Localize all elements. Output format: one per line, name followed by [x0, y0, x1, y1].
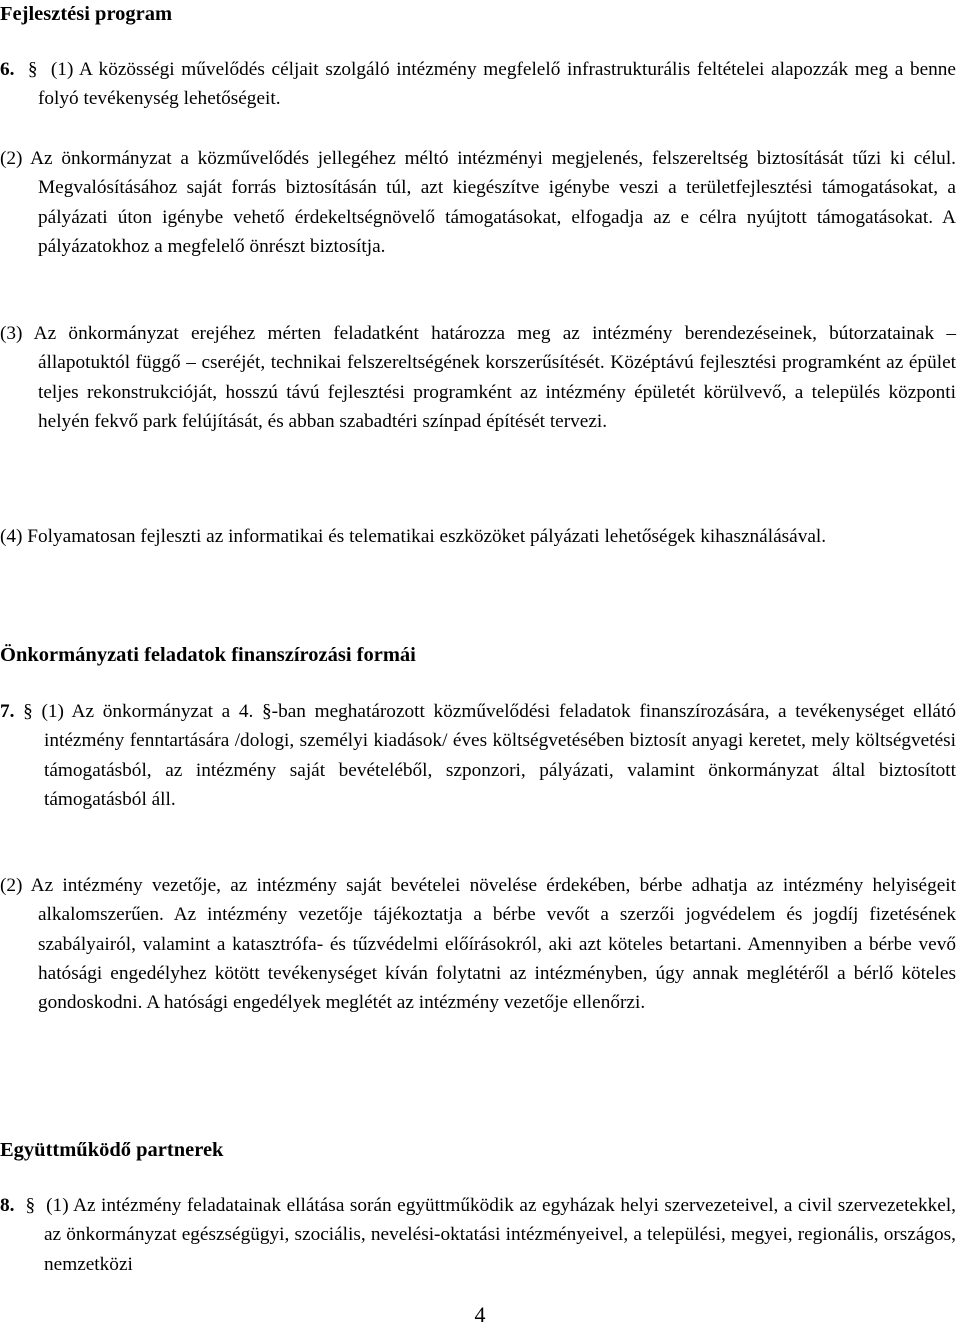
page-number: 4 — [474, 1302, 486, 1327]
section-number-8: 8. — [0, 1195, 15, 1216]
paragraph-6-1 — [0, 55, 956, 114]
paragraph-8-1 — [0, 1191, 956, 1279]
paragraph-6-1-text: (1) A közösségi művelődés céljait szolgáló intézmény megfelelő infrastrukturális feltételei alapozzák meg a benne folyó tevékenység lehetőségeit. — [38, 59, 956, 110]
section-heading-finance: Önkormányzati feladatok finanszírozási formái — [0, 644, 416, 666]
section-number-6: 6. — [0, 59, 15, 80]
section-number-7: 7. — [0, 701, 15, 722]
section-heading-partners: Együttműködő partnerek — [0, 1139, 224, 1161]
section-sign: § — [27, 59, 38, 80]
paragraph-8-1-text: (1) Az intézmény feladatainak ellátása során együttműködik az egyházak helyi szervezeteivel, a civil szervezetekkel, az önkormányzat egészségügyi, szociális, nevelési-oktatási intézményeivel, a települési, megyei, regionális, országos, nemzetközi — [44, 1195, 957, 1275]
section-sign: § — [23, 701, 33, 722]
paragraph-6-3: (3) Az önkormányzat erejéhez mérten feladatként határozza meg az intézmény berendezéseinek, bútorzatainak – állapotuktól függő – cseréjét, technikai felszereltségének korszerűsítését. Középtávú fejlesztési programként az épület teljes rekonstrukcióját, hosszú távú fejlesztési programként az intézmény épületét körülvevő, a település központi helyén fekvő park felújítását, és abban szabadtéri színpad építését tervezi. — [0, 323, 956, 432]
paragraph-6-4: (4) Folyamatosan fejleszti az informatikai és telematikai eszközöket pályázati lehetőségek kihasználásával. — [0, 526, 827, 547]
paragraph-7-1-text: (1) Az önkormányzat a 4. §-ban meghatározott közművelődési feladatok finanszírozására, a tevékenységet ellátó intézmény fenntartására /dologi, személyi kiadások/ éves költségvetésében biztosít anyagi keretet, mely költségvetési támogatásból, az intézmény saját bevételéből, szponzori, pályázati, valamint önkormányzat által biztosított támogatásból áll. — [41, 701, 956, 810]
paragraph-7-2: (2) Az intézmény vezetője, az intézmény saját bevételei növelése érdekében, bérbe adhatja az intézmény helyiségeit alkalomszerűen. Az intézmény vezetője tájékoztatja a bérbe vevőt a szerzői jogvédelem és jogdíj fizetésének szabályairól, valamint a katasztrófa- és tűzvédelmi előírásokról, aki azt köteles betartani. Amennyiben a bérbe vevő hatósági engedélyhez kötött tevékenységet kíván folytatni az intézményben, úgy annak meglétéről a bérlő köteles gondoskodni. A hatósági engedélyek meglétét az intézmény vezetője ellenőrzi. — [0, 875, 956, 1014]
section-heading-development: Fejlesztési program — [0, 3, 173, 25]
section-sign: § — [25, 1195, 36, 1216]
paragraph-6-2: (2) Az önkormányzat a közművelődés jellegéhez méltó intézményi megjelenés, felszereltség biztosítását tűzi ki célul. Megvalósításához saját forrás biztosításán túl, azt kiegészítve igénybe veszi a területfejlesztési támogatásokat, a pályázati úton igénybe vehető érdekeltségnövelő támogatásokat, elfogadja az e célra nyújtott támogatásokat. A pályázatokhoz a megfelelő önrészt biztosítja. — [0, 148, 956, 257]
paragraph-7-1 — [0, 697, 956, 814]
